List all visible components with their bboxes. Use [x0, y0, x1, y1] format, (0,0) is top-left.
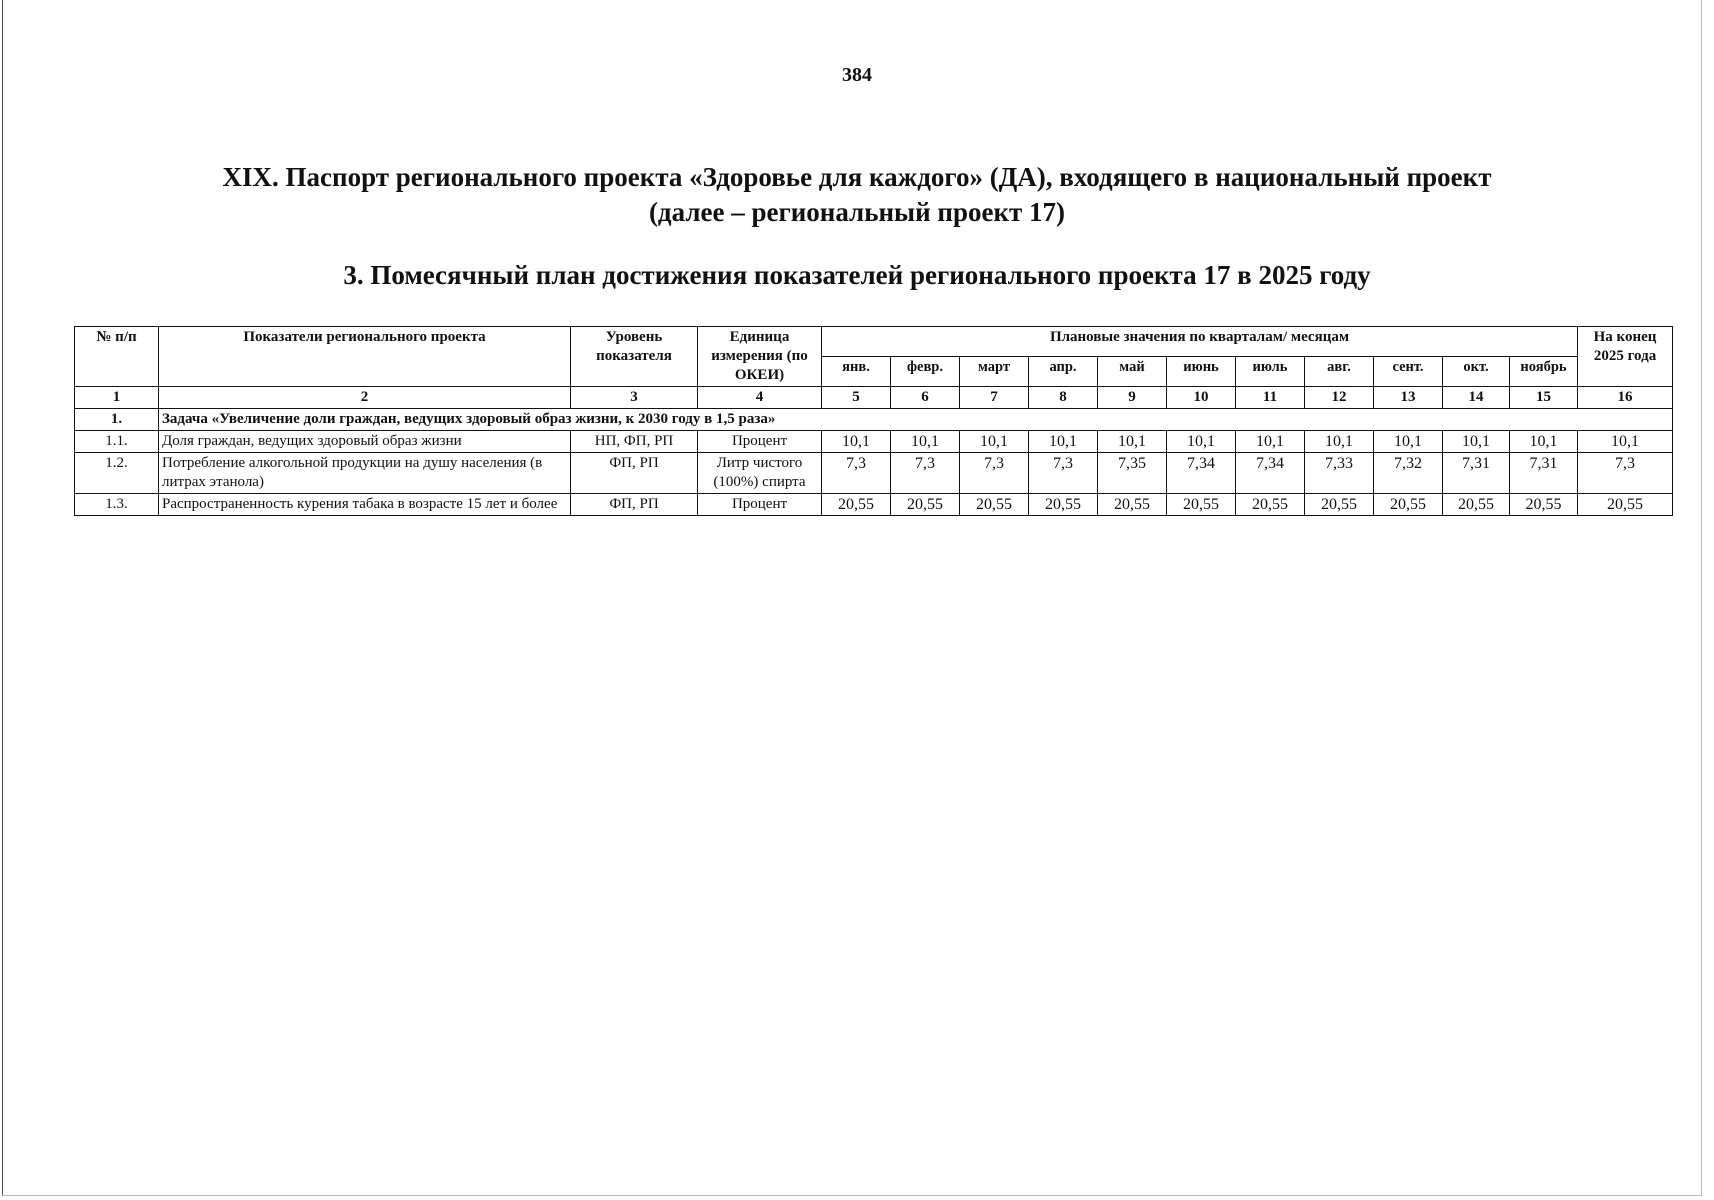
row-num: 1.3. [75, 494, 159, 516]
header-indicator: Показатели регионального проекта [159, 327, 571, 387]
row-value: 10,1 [1374, 431, 1443, 453]
row-value: 7,32 [1374, 453, 1443, 494]
column-number: 7 [960, 387, 1029, 409]
table-row [75, 494, 1673, 516]
row-value: 7,35 [1098, 453, 1167, 494]
row-value: 7,31 [1443, 453, 1510, 494]
table-row [75, 453, 1673, 494]
column-number: 16 [1578, 387, 1673, 409]
row-unit: Процент [698, 494, 822, 516]
column-number: 15 [1510, 387, 1578, 409]
row-value: 7,3 [1029, 453, 1098, 494]
row-value: 20,55 [1236, 494, 1305, 516]
column-number: 6 [891, 387, 960, 409]
row-indicator: Распространенность курения табака в возрасте 15 лет и более [159, 494, 571, 516]
row-value-end-of-year: 20,55 [1578, 494, 1673, 516]
column-number: 10 [1167, 387, 1236, 409]
task-num: 1. [75, 409, 159, 431]
month-header: июль [1236, 357, 1305, 387]
document-title [150, 160, 1564, 230]
month-header: янв. [822, 357, 891, 387]
month-header: май [1098, 357, 1167, 387]
row-value: 10,1 [960, 431, 1029, 453]
column-number: 14 [1443, 387, 1510, 409]
header-unit: Единица измерения (по ОКЕИ) [698, 327, 822, 387]
row-value: 7,3 [822, 453, 891, 494]
section-subtitle: 3. Помесячный план достижения показателей регионального проекта 17 в 2025 году [343, 260, 1371, 290]
row-num: 1.1. [75, 431, 159, 453]
row-value: 10,1 [1029, 431, 1098, 453]
row-value: 20,55 [822, 494, 891, 516]
month-header: июнь [1167, 357, 1236, 387]
row-level: НП, ФП, РП [571, 431, 698, 453]
row-value: 7,3 [960, 453, 1029, 494]
column-number: 5 [822, 387, 891, 409]
document-title-line1: XIX. Паспорт регионального проекта «Здоровье для каждого» (ДА), входящего в национальный проект [222, 162, 1492, 192]
header-planned: Плановые значения по кварталам/ месяцам [822, 327, 1578, 357]
row-value: 7,3 [891, 453, 960, 494]
row-value: 10,1 [891, 431, 960, 453]
row-value: 20,55 [1098, 494, 1167, 516]
row-indicator: Потребление алкогольной продукции на душу населения (в литрах этанола) [159, 453, 571, 494]
row-value: 10,1 [1443, 431, 1510, 453]
row-unit: Литр чистого (100%) спирта [698, 453, 822, 494]
row-value: 20,55 [1029, 494, 1098, 516]
row-value: 7,31 [1510, 453, 1578, 494]
row-indicator: Доля граждан, ведущих здоровый образ жизни [159, 431, 571, 453]
row-value: 10,1 [822, 431, 891, 453]
row-num: 1.2. [75, 453, 159, 494]
header-row [75, 327, 1673, 357]
row-level: ФП, РП [571, 494, 698, 516]
row-value: 20,55 [1305, 494, 1374, 516]
row-value: 7,34 [1167, 453, 1236, 494]
column-number-row [75, 387, 1673, 409]
row-value: 20,55 [1443, 494, 1510, 516]
month-header: авг. [1305, 357, 1374, 387]
row-value: 20,55 [1374, 494, 1443, 516]
row-value: 10,1 [1236, 431, 1305, 453]
month-header: апр. [1029, 357, 1098, 387]
row-value: 20,55 [891, 494, 960, 516]
row-value: 7,34 [1236, 453, 1305, 494]
row-unit: Процент [698, 431, 822, 453]
month-header: ноябрь [1510, 357, 1578, 387]
row-level: ФП, РП [571, 453, 698, 494]
row-value: 10,1 [1167, 431, 1236, 453]
row-value-end-of-year: 7,3 [1578, 453, 1673, 494]
header-end-of-year: На конец 2025 года [1578, 327, 1673, 387]
row-value: 10,1 [1305, 431, 1374, 453]
month-header: март [960, 357, 1029, 387]
column-number: 2 [159, 387, 571, 409]
month-header: окт. [1443, 357, 1510, 387]
row-value: 7,33 [1305, 453, 1374, 494]
task-text: Задача «Увеличение доли граждан, ведущих здоровый образ жизни, к 2030 году в 1,5 раза» [159, 409, 1673, 431]
header-num: № п/п [75, 327, 159, 387]
column-number: 12 [1305, 387, 1374, 409]
column-number: 1 [75, 387, 159, 409]
task-row [75, 409, 1673, 431]
column-number: 8 [1029, 387, 1098, 409]
column-number: 3 [571, 387, 698, 409]
header-level: Уровень показателя [571, 327, 698, 387]
column-number: 9 [1098, 387, 1167, 409]
row-value: 10,1 [1510, 431, 1578, 453]
row-value-end-of-year: 10,1 [1578, 431, 1673, 453]
column-number: 13 [1374, 387, 1443, 409]
page-number: 384 [842, 64, 872, 86]
row-value: 20,55 [1167, 494, 1236, 516]
month-header: февр. [891, 357, 960, 387]
column-number: 4 [698, 387, 822, 409]
plan-table [74, 326, 1673, 516]
month-header: сент. [1374, 357, 1443, 387]
row-value: 20,55 [1510, 494, 1578, 516]
document-title-line2: (далее – региональный проект 17) [648, 197, 1066, 227]
row-value: 20,55 [960, 494, 1029, 516]
row-value: 10,1 [1098, 431, 1167, 453]
column-number: 11 [1236, 387, 1305, 409]
table-row [75, 431, 1673, 453]
